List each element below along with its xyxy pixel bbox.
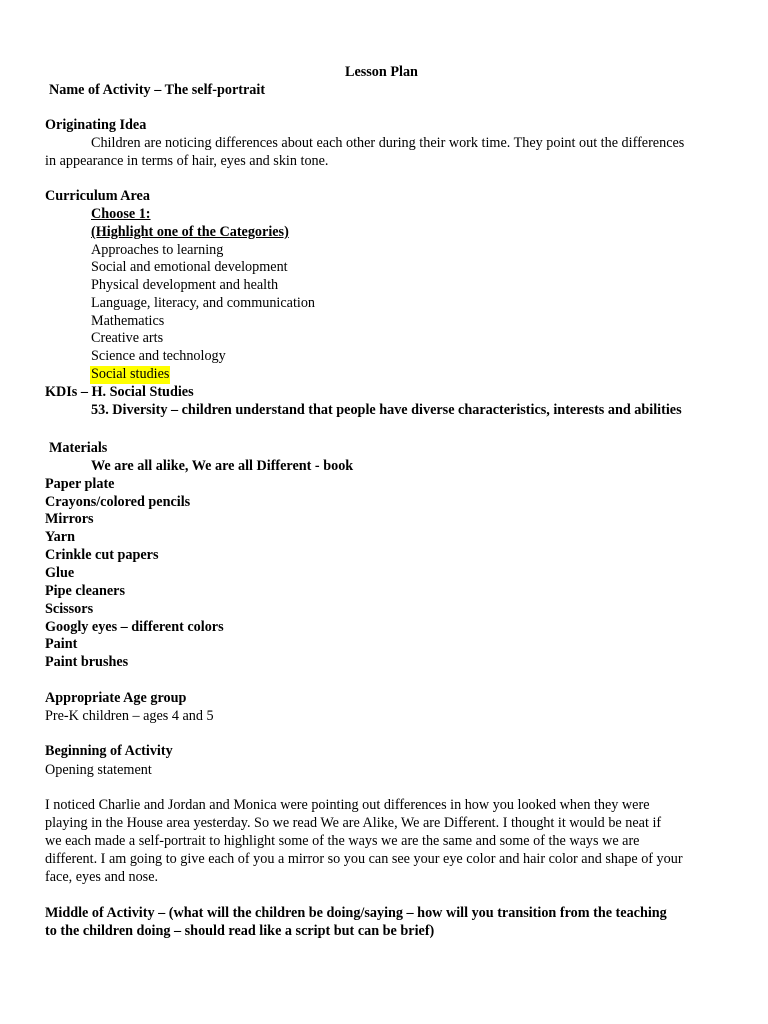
kdis-item: 53. Diversity – children understand that people have diverse characteristics, interests and abilities <box>91 402 682 418</box>
materials-item: Googly eyes – different colors <box>45 619 224 635</box>
opening-statement-line: face, eyes and nose. <box>45 869 159 885</box>
curriculum-item: Creative arts <box>91 330 164 346</box>
opening-statement-line: I noticed Charlie and Jordan and Monica were pointing out differences in how you looked when they were <box>45 797 650 813</box>
opening-statement-line: different. I am going to give each of you a mirror so you can see your eye color and hair color and shape of your <box>45 851 683 867</box>
curriculum-item: Language, literacy, and communication <box>91 295 316 311</box>
materials-item: Scissors <box>45 601 94 617</box>
materials-heading: Materials <box>49 440 108 456</box>
materials-item: Crinkle cut papers <box>45 547 159 563</box>
document-title: Lesson Plan <box>345 64 418 80</box>
age-group-heading: Appropriate Age group <box>45 690 187 706</box>
materials-item: Crayons/colored pencils <box>45 494 191 510</box>
activity-name: Name of Activity – The self-portrait <box>49 82 266 98</box>
curriculum-item-highlighted: Social studies <box>91 366 170 382</box>
opening-statement-line: playing in the House area yesterday. So we read We are Alike, We are Different. I thought it would be neat if <box>45 815 662 831</box>
curriculum-item: Mathematics <box>91 313 165 329</box>
curriculum-item: Science and technology <box>91 348 226 364</box>
materials-item: Paint <box>45 636 78 652</box>
middle-heading-line1: Middle of Activity – (what will the children be doing/saying – how will you transition from the teaching <box>45 905 667 921</box>
originating-idea-text-line2: in appearance in terms of hair, eyes and skin tone. <box>45 153 329 169</box>
curriculum-heading: Curriculum Area <box>45 188 150 204</box>
originating-idea-text-line1: Children are noticing differences about each other during their work time. They point out the differences <box>91 135 685 151</box>
curriculum-item: Approaches to learning <box>91 242 224 258</box>
materials-item: Mirrors <box>45 511 94 527</box>
beginning-subheading: Opening statement <box>45 762 152 778</box>
age-group-text: Pre-K children – ages 4 and 5 <box>45 708 214 724</box>
materials-item: Paint brushes <box>45 654 129 670</box>
beginning-heading: Beginning of Activity <box>45 743 173 759</box>
curriculum-item: Physical development and health <box>91 277 279 293</box>
opening-statement-line: we each made a self-portrait to highlight some of the ways we are the same and some of the ways we are <box>45 833 640 849</box>
originating-idea-heading: Originating Idea <box>45 117 147 133</box>
curriculum-instruction: (Highlight one of the Categories) <box>91 224 289 240</box>
materials-book: We are all alike, We are all Different - book <box>91 458 354 474</box>
materials-item: Pipe cleaners <box>45 583 125 599</box>
materials-item: Yarn <box>45 529 75 545</box>
materials-item: Glue <box>45 565 75 581</box>
curriculum-item: Social and emotional development <box>91 259 288 275</box>
curriculum-choose: Choose 1: <box>91 206 151 222</box>
middle-heading-line2: to the children doing – should read like a script but can be brief) <box>45 923 435 939</box>
kdis-heading: KDIs – H. Social Studies <box>45 384 194 400</box>
materials-item: Paper plate <box>45 476 115 492</box>
